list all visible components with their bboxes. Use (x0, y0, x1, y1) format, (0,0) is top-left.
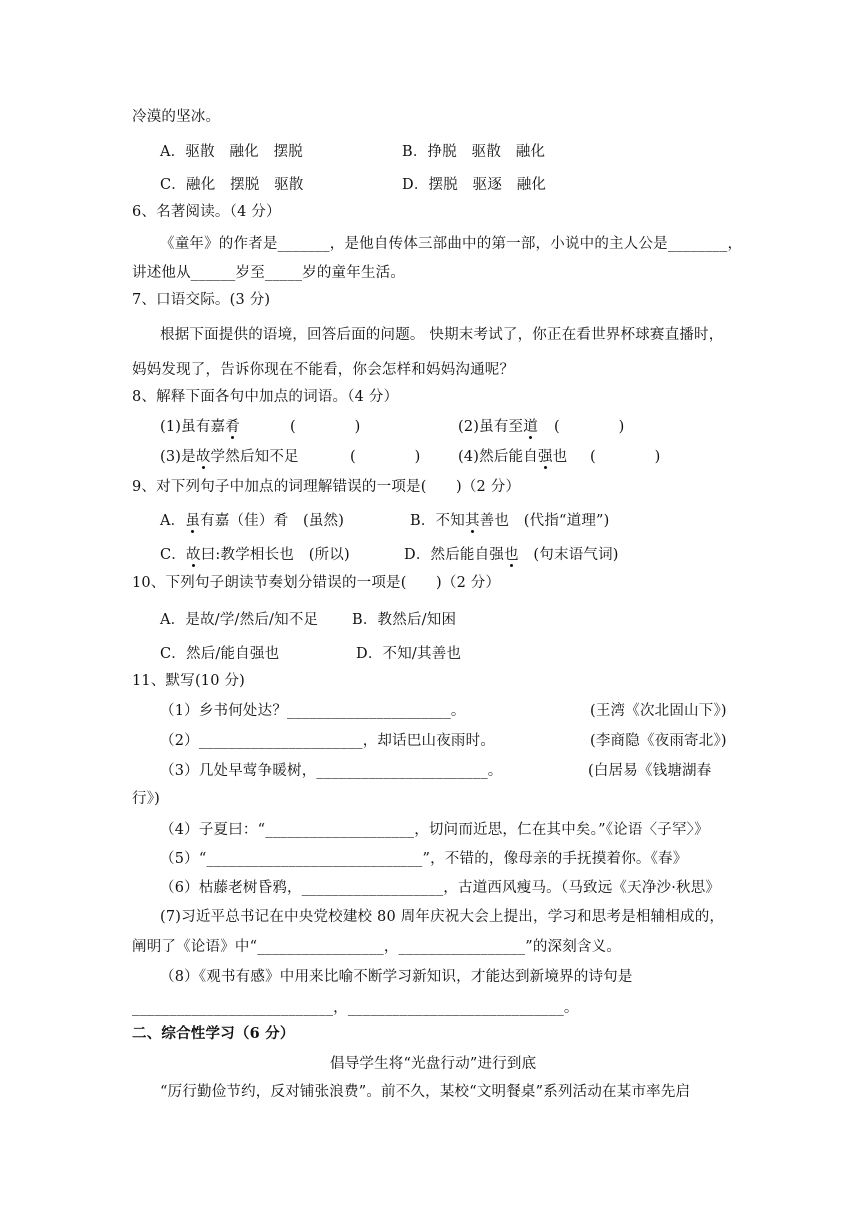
dictation-source: (王湾《次北固山下》) (590, 703, 727, 719)
option-d: D．摆脱 驱逐 融化 (402, 177, 547, 193)
question-title: 9、对下列句子中加点的词理解错误的一项是( )（2 分） (132, 479, 521, 495)
dictation-source: (李商隐《夜雨寄北》) (590, 733, 727, 749)
text-line: 讲述他从______岁至_____岁的童年生活。 (132, 265, 406, 281)
option-text: B．不知 (410, 513, 465, 529)
option-d (404, 545, 619, 565)
dictation-item: （8）《观书有感》中用来比喻不断学习新知识，才能达到新境界的诗句是 (160, 969, 633, 985)
answer-paren: ( ) (350, 449, 421, 465)
text-line: 《童年》的作者是_______，是他自传体三部曲中的第一部，小说中的主人公是________， (160, 236, 743, 252)
option-text: D．然后能自强 (404, 547, 505, 563)
dotted-char: 肴 (225, 419, 240, 435)
option-text: 善也 (代指“道理”) (479, 513, 610, 529)
option-text: A． (160, 513, 186, 529)
question-title: 6、名著阅读。（4 分） (132, 204, 281, 220)
dotted-char: 也 (504, 547, 519, 563)
question-title: 7、口语交际。(3 分) (132, 292, 271, 308)
q8-item-text: (1)虽有嘉 (160, 419, 226, 435)
dotted-char: 强 (537, 449, 553, 465)
option-b: B．挣脱 驱散 融化 (402, 144, 546, 160)
text-line: 妈妈发现了，告诉你现在不能看，你会怎样和妈妈沟通呢？ (132, 362, 515, 378)
option-c: C．融化 摆脱 驱散 (160, 177, 304, 193)
option-a: A．是故/学/然后/知不足 (160, 612, 319, 628)
option-b: B．教然后/知困 (352, 612, 457, 628)
question-title: 8、解释下面各句中加点的词语。（4 分） (132, 389, 399, 405)
dictation-item: ___________________________，_____________________________。 (132, 1000, 579, 1016)
text-line: 冷漠的坚冰。 (132, 109, 221, 125)
dictation-item: （2）______________________，却话巴山夜雨时。 (160, 733, 496, 749)
dictation-source: (白居易《钱塘湖春 (588, 763, 712, 779)
option-a (160, 511, 344, 531)
text-line: “厉行勤俭节约，反对铺张浪费”。前不久，某校“文明餐桌”系列活动在某市率先启 (160, 1084, 691, 1100)
text-line: 根据下面提供的语境，回答后面的问题。 快期末考试了，你正在看世界杯球赛直播时， (160, 327, 724, 343)
dotted-char: 故 (195, 449, 211, 465)
section-heading: 倡导学生将“光盘行动”进行到底 (330, 1056, 537, 1072)
dictation-item: (7)习近平总书记在中央党校建校 80 周年庆祝大会上提出，学习和思考是相辅相成的， (160, 909, 725, 925)
option-b (410, 511, 610, 531)
q8-item-text: 也 (552, 449, 568, 465)
q8-item-2 (458, 417, 538, 437)
dictation-item: （3）几处早莺争暖树，_______________________。 (160, 763, 503, 779)
answer-paren: ( ) (290, 419, 361, 435)
option-c (160, 545, 350, 565)
q8-item-3 (160, 447, 299, 467)
question-title: 11、默写(10 分) (132, 673, 246, 689)
option-text: 有嘉（佳）肴 (虽然) (200, 513, 345, 529)
dotted-char: 道 (523, 419, 538, 435)
dictation-item: （4）子夏曰：“____________________，切问而近思，仁在其中矣。”《论语〈子罕〉》 (160, 822, 709, 838)
dictation-item: （6）枯藤老树昏鸦，___________________，古道西风瘦马。（马致远《天净沙·秋思》 (160, 880, 721, 896)
q8-item-text: 学然后知不足 (210, 449, 299, 465)
q8-item-4 (458, 447, 567, 467)
option-text: 曰:教学相长也 (所以) (200, 547, 350, 563)
option-c: C．然后/能自强也 (160, 646, 280, 662)
dotted-char: 虽 (185, 513, 201, 529)
answer-paren: ( ) (554, 419, 625, 435)
dotted-char: 其 (464, 513, 480, 529)
option-a: A．驱散 融化 摆脱 (160, 144, 303, 160)
answer-paren: ( ) (590, 449, 661, 465)
dictation-source: 行》) (132, 791, 161, 807)
question-title: 10、下列句子朗读节奏划分错误的一项是( )（2 分） (132, 575, 501, 591)
q8-item-text: (4)然后能自 (458, 449, 538, 465)
q8-item-text: (3)是 (160, 449, 196, 465)
dotted-char: 故 (186, 547, 201, 563)
q8-item-1 (160, 417, 240, 437)
option-text: C． (160, 547, 186, 563)
option-d: D．不知/其善也 (356, 646, 462, 662)
option-text: (句末语气词) (518, 547, 619, 563)
dictation-item: （1）乡书何处达？______________________。 (160, 703, 466, 719)
q8-item-text: (2)虽有至 (458, 419, 524, 435)
dictation-item: 阐明了《论语》中“_________________，_________________”的深刻含义。 (132, 939, 622, 955)
section-title: 二、综合性学习（6 分） (132, 1025, 295, 1042)
dictation-item: （5）“_____________________________”，不错的，像母亲的手抚摸着你。《春》 (160, 851, 688, 867)
